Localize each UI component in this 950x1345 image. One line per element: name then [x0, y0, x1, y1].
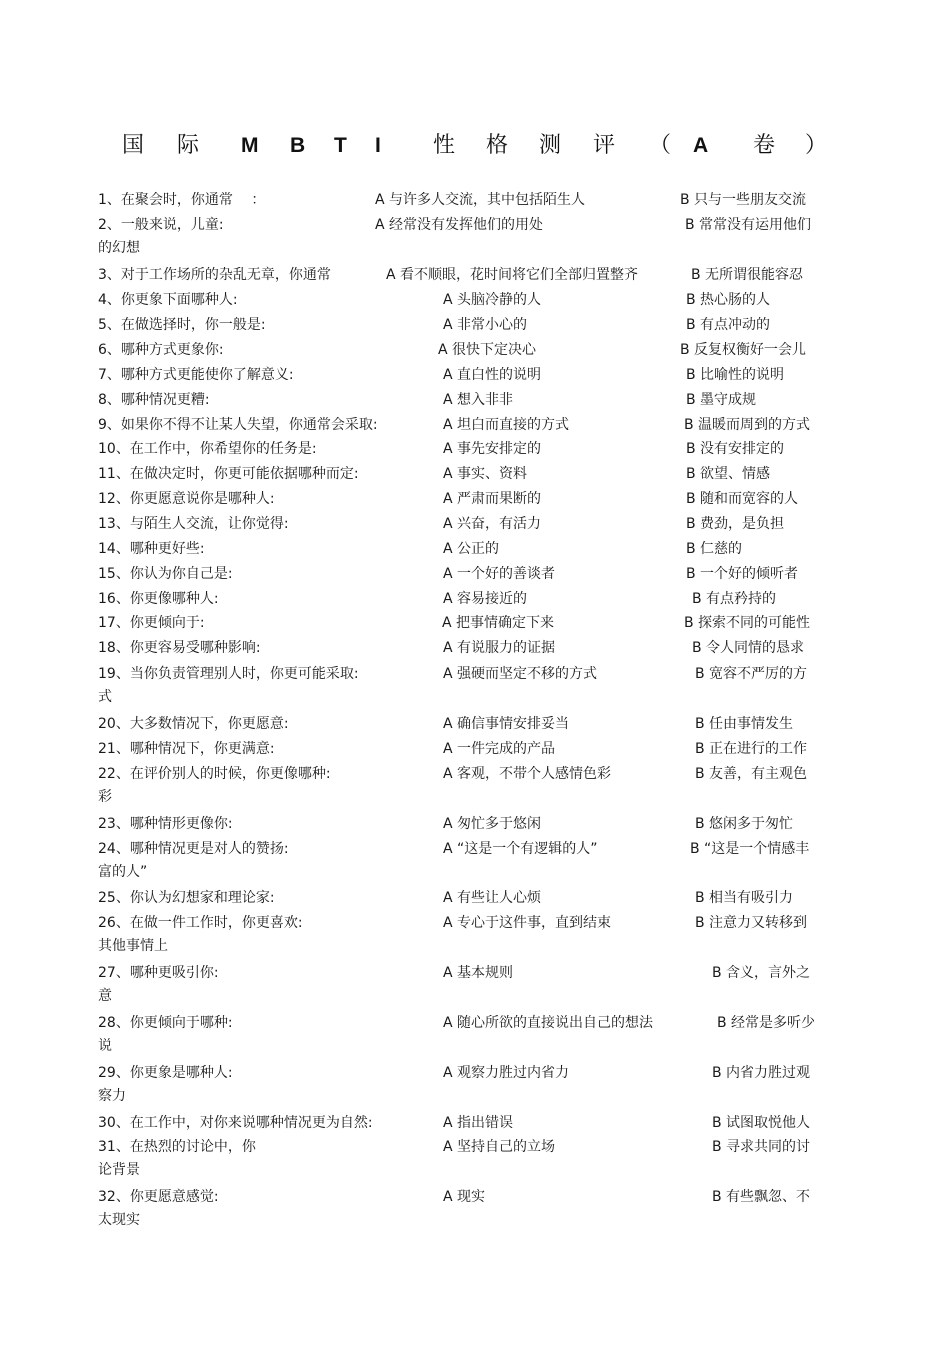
title-char: 评	[593, 133, 616, 158]
option-a: A 一件完成的产品	[443, 741, 556, 757]
question-item	[0, 463, 950, 485]
question-item	[0, 189, 950, 211]
question-text: 27、哪种更吸引你:	[98, 965, 219, 981]
option-a: A 兴奋，有活力	[443, 516, 542, 532]
question-text: 17、你更倾向于:	[98, 615, 205, 631]
question-text: 25、你认为幻想家和理论家:	[98, 890, 275, 906]
question-item	[0, 912, 950, 954]
question-item	[0, 339, 950, 361]
question-line	[0, 763, 950, 785]
question-text: 4、你更象下面哪种人:	[98, 292, 238, 308]
title-char: 际	[177, 133, 200, 158]
option-a: A 有说服力的证据	[443, 640, 556, 656]
option-b: B 任由事情发生	[695, 716, 794, 732]
question-text: 19、当你负责管理别人时，你更可能采取:	[98, 666, 359, 682]
option-a: A 严肃而果断的	[443, 491, 542, 507]
question-line	[0, 1012, 950, 1034]
question-item	[0, 588, 950, 610]
option-a: A 专心于这件事，直到结束	[443, 915, 612, 931]
title-char: M	[241, 134, 259, 157]
option-a: A 事实、资料	[443, 466, 528, 482]
option-b: B 无所谓很能容忍	[691, 267, 804, 283]
title-char: I	[375, 134, 381, 157]
option-a: A 坦白而直接的方式	[443, 417, 570, 433]
question-item	[0, 1012, 950, 1054]
question-text: 24、哪种情况更是对人的赞扬:	[98, 841, 289, 857]
question-line	[0, 538, 950, 560]
question-item	[0, 637, 950, 659]
option-a: A 匆忙多于悠闲	[443, 816, 542, 832]
option-a: A 有些让人心烦	[443, 890, 542, 906]
option-b-continuation: 其他事情上	[98, 938, 168, 954]
option-b: B 费劲，是负担	[686, 516, 785, 532]
option-b-continuation: 意	[98, 988, 112, 1004]
option-b: B 悠闲多于匆忙	[695, 816, 794, 832]
question-line	[0, 612, 950, 634]
question-line	[0, 488, 950, 510]
question-text: 14、哪种更好些:	[98, 541, 205, 557]
option-b: B 含义，言外之	[712, 965, 811, 981]
question-line	[0, 838, 950, 860]
question-text: 6、哪种方式更象你:	[98, 342, 224, 358]
question-line	[0, 364, 950, 386]
question-line	[0, 214, 950, 236]
option-b: B 比喻性的说明	[686, 367, 785, 383]
question-text: 18、你更容易受哪种影响:	[98, 640, 261, 656]
question-line	[0, 513, 950, 535]
question-item	[0, 214, 950, 256]
question-text: 3、对于工作场所的杂乱无章，你通常	[98, 267, 331, 283]
question-text: 29、你更象是哪种人:	[98, 1065, 233, 1081]
question-line	[0, 1136, 950, 1158]
question-text: 15、你认为你自己是:	[98, 566, 233, 582]
option-b: B “这是一个情感丰	[690, 841, 810, 857]
option-a: A 坚持自己的立场	[443, 1139, 556, 1155]
option-a: A 事先安排定的	[443, 441, 542, 457]
question-item	[0, 488, 950, 510]
option-a: A 一个好的善谈者	[443, 566, 556, 582]
option-b: B 反复权衡好一会儿	[680, 342, 807, 358]
option-b-continuation: 的幻想	[98, 240, 140, 256]
option-b: B 注意力又转移到	[695, 915, 808, 931]
title-char: 国	[122, 133, 145, 158]
question-text: 12、你更愿意说你是哪种人:	[98, 491, 275, 507]
option-a: A 指出错误	[443, 1115, 514, 1131]
option-a: A 公正的	[443, 541, 500, 557]
option-b-continuation: 富的人”	[98, 864, 148, 880]
option-a: A 基本规则	[443, 965, 514, 981]
question-item	[0, 314, 950, 336]
question-item	[0, 1062, 950, 1104]
question-item	[0, 738, 950, 760]
title-char: 卷	[753, 133, 776, 158]
question-line	[0, 1112, 950, 1134]
option-b-continuation: 察力	[98, 1088, 126, 1104]
option-a: A 观察力胜过内省力	[443, 1065, 570, 1081]
option-b: B 寻求共同的讨	[712, 1139, 811, 1155]
option-a: A 把事情确定下来	[442, 615, 555, 631]
option-b: B 友善，有主观色	[695, 766, 808, 782]
option-a: A 看不顺眼，花时间将它们全部归置整齐	[386, 267, 639, 283]
question-item	[0, 713, 950, 735]
question-line	[0, 738, 950, 760]
question-line	[0, 339, 950, 361]
option-a: A 随心所欲的直接说出自己的想法	[443, 1015, 654, 1031]
option-b: B 相当有吸引力	[695, 890, 794, 906]
option-b: B 经常是多听少	[717, 1015, 816, 1031]
question-item	[0, 763, 950, 805]
question-item	[0, 887, 950, 909]
option-a: A 头脑冷静的人	[443, 292, 542, 308]
question-text: 8、哪种情况更糟:	[98, 392, 210, 408]
question-item	[0, 1112, 950, 1134]
option-b: B 内省力胜过观	[712, 1065, 811, 1081]
option-a: A 很快下定决心	[438, 342, 537, 358]
question-line	[0, 1186, 950, 1208]
question-line	[0, 887, 950, 909]
option-b: B 探索不同的可能性	[684, 615, 811, 631]
question-line	[0, 588, 950, 610]
option-a: A 与许多人交流，其中包括陌生人	[375, 192, 586, 208]
question-line	[0, 438, 950, 460]
question-item	[0, 838, 950, 880]
question-text: 32、你更愿意感觉:	[98, 1189, 219, 1205]
question-line	[0, 563, 950, 585]
option-b: B 令人同情的恳求	[692, 640, 805, 656]
question-text: 13、与陌生人交流，让你觉得:	[98, 516, 289, 532]
option-b: B 只与一些朋友交流	[680, 192, 807, 208]
option-a: A 客观，不带个人感情色彩	[443, 766, 612, 782]
question-text: 9、如果你不得不让某人失望，你通常会采取:	[98, 417, 378, 433]
question-line	[0, 414, 950, 436]
question-item	[0, 962, 950, 1004]
option-b: B 仁慈的	[686, 541, 743, 557]
option-a: A “这是一个有逻辑的人”	[443, 841, 598, 857]
question-text: 1、在聚会时，你通常 ：	[98, 192, 266, 208]
question-line	[0, 463, 950, 485]
option-b: B 欲望、情感	[686, 466, 771, 482]
option-b: B 有点矜持的	[692, 591, 777, 607]
option-b: B 墨守成规	[686, 392, 757, 408]
question-item	[0, 663, 950, 705]
option-b: B 正在进行的工作	[695, 741, 808, 757]
question-item	[0, 612, 950, 634]
title-char: （	[649, 133, 672, 158]
option-b: B 宽容不严厉的方	[695, 666, 808, 682]
question-item	[0, 813, 950, 835]
question-line	[0, 389, 950, 411]
question-text: 22、在评价别人的时候，你更像哪种:	[98, 766, 331, 782]
question-line	[0, 962, 950, 984]
question-text: 7、哪种方式更能使你了解意义:	[98, 367, 294, 383]
option-b: B 没有安排定的	[686, 441, 785, 457]
option-a: A 非常小心的	[443, 317, 528, 333]
question-line	[0, 713, 950, 735]
question-text: 5、在做选择时，你一般是:	[98, 317, 266, 333]
option-b: B 有点冲动的	[686, 317, 771, 333]
question-item	[0, 389, 950, 411]
option-b: B 试图取悦他人	[712, 1115, 811, 1131]
option-b-continuation: 说	[98, 1038, 112, 1054]
option-b: B 随和而宽容的人	[686, 491, 799, 507]
question-item	[0, 414, 950, 436]
option-b-continuation: 式	[98, 689, 112, 705]
question-item	[0, 289, 950, 311]
title-char: B	[290, 134, 306, 157]
option-b-continuation: 彩	[98, 789, 112, 805]
option-b: B 一个好的倾听者	[686, 566, 799, 582]
option-a: A 强硬而坚定不移的方式	[443, 666, 598, 682]
question-line	[0, 663, 950, 685]
option-b: B 温暖而周到的方式	[684, 417, 811, 433]
question-text: 26、在做一件工作时，你更喜欢:	[98, 915, 303, 931]
question-line	[0, 813, 950, 835]
question-item	[0, 513, 950, 535]
option-a: A 确信事情安排妥当	[443, 716, 570, 732]
title-char: 格	[486, 133, 509, 158]
question-item	[0, 538, 950, 560]
question-text: 21、哪种情况下，你更满意:	[98, 741, 275, 757]
question-item	[0, 1186, 950, 1228]
question-line	[0, 912, 950, 934]
option-a: A 经常没有发挥他们的用处	[375, 217, 544, 233]
question-text: 31、在热烈的讨论中，你	[98, 1139, 256, 1155]
title-char: ）	[805, 133, 828, 158]
question-text: 2、一般来说，儿童:	[98, 217, 224, 233]
option-b: B 常常没有运用他们	[685, 217, 812, 233]
question-item	[0, 438, 950, 460]
question-line	[0, 264, 950, 286]
question-item	[0, 264, 950, 286]
question-text: 23、哪种情形更像你:	[98, 816, 233, 832]
option-a: A 想入非非	[443, 392, 514, 408]
question-item	[0, 1136, 950, 1178]
question-item	[0, 364, 950, 386]
option-b-continuation: 论背景	[98, 1162, 140, 1178]
title-char: 性	[433, 133, 456, 158]
question-text: 10、在工作中，你希望你的任务是:	[98, 441, 317, 457]
question-text: 11、在做决定时，你更可能依据哪种而定:	[98, 466, 359, 482]
option-a: A 直白性的说明	[443, 367, 542, 383]
question-line	[0, 314, 950, 336]
title-char: A	[693, 134, 709, 157]
question-line	[0, 189, 950, 211]
option-b-continuation: 太现实	[98, 1212, 140, 1228]
question-line	[0, 1062, 950, 1084]
option-b: B 有些飘忽、不	[712, 1189, 811, 1205]
question-item	[0, 563, 950, 585]
option-a: A 现实	[443, 1189, 486, 1205]
question-text: 30、在工作中，对你来说哪种情况更为自然:	[98, 1115, 373, 1131]
question-text: 16、你更像哪种人:	[98, 591, 219, 607]
title-char: T	[334, 134, 347, 157]
question-line	[0, 289, 950, 311]
question-text: 20、大多数情况下，你更愿意:	[98, 716, 289, 732]
option-a: A 容易接近的	[443, 591, 528, 607]
question-text: 28、你更倾向于哪种:	[98, 1015, 233, 1031]
question-line	[0, 637, 950, 659]
title-char: 测	[539, 133, 562, 158]
option-b: B 热心肠的人	[686, 292, 771, 308]
